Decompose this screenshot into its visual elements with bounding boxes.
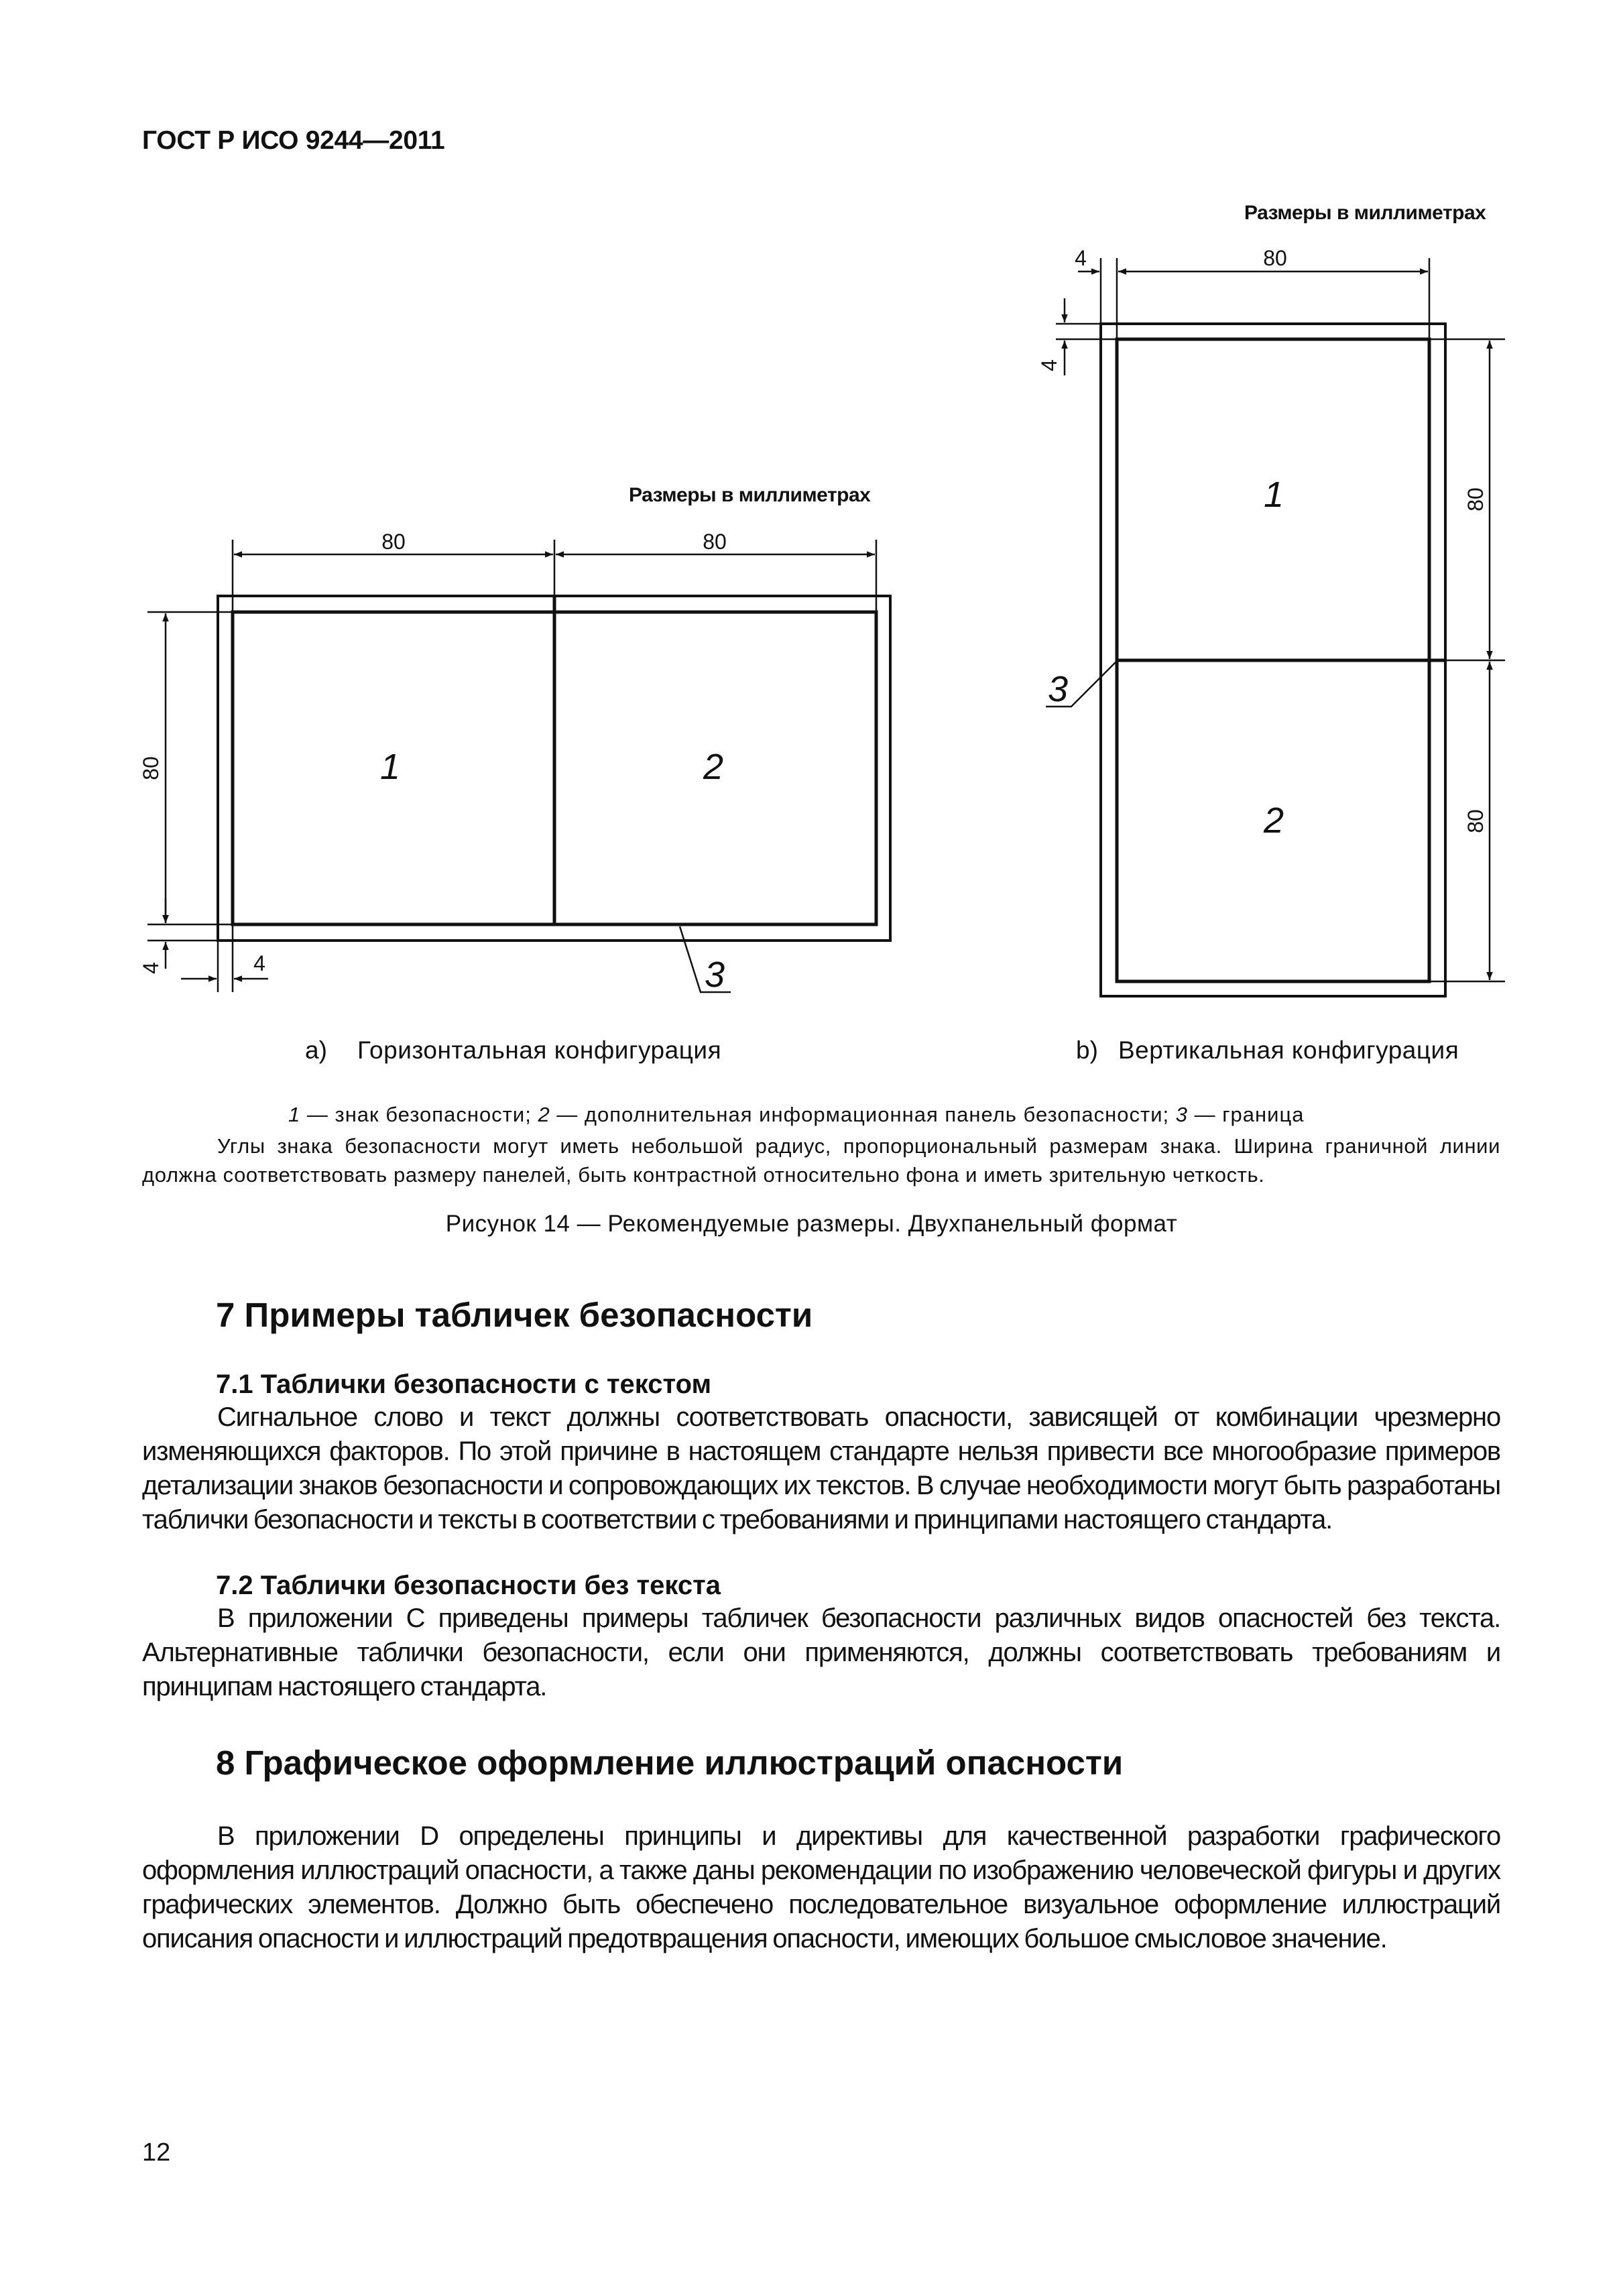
section-7-1-paragraph: Сигнальное слово и текст должны соответствовать опасности, зависящей от комбинации чрезмерно изменяющихся факторов. По этой причине в настоящем стандарте нельзя привести все многообразие примеров детализации знаков безопасности и сопровождающих их текстов. В случае необходимости могут быть разработаны таблички безопасности и тексты в соответствии с требованиями и принципами настоящего стандарта. bbox=[142, 1402, 1500, 1534]
section-7-heading: 7 Примеры табличек безопасности bbox=[216, 1296, 813, 1334]
document-header: ГОСТ Р ИСО 9244—2011 bbox=[142, 126, 445, 155]
panel-2-number: 2 bbox=[1263, 800, 1284, 841]
section-8-heading: 8 Графическое оформление иллюстраций опасности bbox=[216, 1744, 1124, 1782]
figure-legend-note: Углы знака безопасности могут иметь небольшой радиус, пропорциональный размерам знака. Ширина граничной линии должна соответствовать размеру панелей, быть контрастной относительно фона и иметь зрительную четкость. bbox=[142, 1134, 1500, 1187]
dim-border-v-label: 4 bbox=[139, 962, 163, 974]
horizontal-configuration-drawing bbox=[147, 540, 890, 992]
dim-top-1-label: 80 bbox=[381, 530, 406, 554]
section-7-1-heading: 7.1 Таблички безопасности с текстом bbox=[216, 1370, 712, 1399]
dim-border-h-label: 4 bbox=[253, 951, 265, 975]
legend-key-2: 2 bbox=[538, 1103, 550, 1126]
border-ref-number: 3 bbox=[1047, 669, 1069, 709]
horizontal-subcaption-text: Горизонтальная конфигурация bbox=[357, 1036, 722, 1064]
section-8-paragraph: В приложении D определены принципы и директивы для качественной разработки графического оформления иллюстраций опасности, а также даны рекомендации по изображению человеческой фигуры и других графических элементов. Должно быть обеспечено последовательное визуальное оформление иллюстраций описания опасности и иллюстраций предотвращения опасности, имеющих большое смысловое значение. bbox=[142, 1821, 1500, 1953]
figure-caption: Рисунок 14 — Рекомендуемые размеры. Двухпанельный формат bbox=[445, 1211, 1178, 1237]
border-ref-number: 3 bbox=[704, 955, 725, 995]
legend-key-3: 3 bbox=[1175, 1103, 1189, 1126]
dim-right-1-label: 80 bbox=[1463, 487, 1488, 511]
vertical-configuration-labels bbox=[1037, 246, 1488, 841]
vertical-subcaption-letter: b) bbox=[1076, 1036, 1098, 1064]
panel-1-number: 1 bbox=[1263, 475, 1284, 515]
dim-top-2-label: 80 bbox=[703, 530, 727, 554]
dim-border-h-label: 4 bbox=[1075, 246, 1087, 270]
vertical-subcaption-text: Вертикальная конфигурация bbox=[1118, 1036, 1459, 1064]
section-7-2-paragraph: В приложении С приведены примеры табличек безопасности различных видов опасностей без текста. Альтернативные таблички безопасности, если они применяются, должны соответствовать требованиям и принципам настоящего стандарта. bbox=[142, 1604, 1500, 1701]
dim-right-2-label: 80 bbox=[1463, 809, 1488, 833]
horizontal-subcaption-letter: а) bbox=[305, 1036, 327, 1064]
dim-top-label: 80 bbox=[1263, 246, 1287, 270]
figure-legend-keys: 1 — знак безопасности; 2 — дополнительная информационная панель безопасности; 3 — граница bbox=[288, 1103, 1305, 1126]
section-7-2-heading: 7.2 Таблички безопасности без текста bbox=[216, 1571, 721, 1600]
dimension-units-note-horizontal: Размеры в миллиметрах bbox=[629, 484, 871, 506]
dim-left-label: 80 bbox=[139, 756, 163, 780]
panel-2-number: 2 bbox=[703, 747, 724, 787]
dimension-units-note-vertical: Размеры в миллиметрах bbox=[1244, 202, 1486, 224]
legend-key-1: 1 bbox=[288, 1103, 301, 1126]
panel-1-number: 1 bbox=[379, 747, 401, 787]
vertical-configuration-drawing bbox=[1046, 258, 1505, 996]
page-number: 12 bbox=[142, 2138, 171, 2167]
figure-14-drawing bbox=[0, 0, 1623, 1046]
dim-border-v-label: 4 bbox=[1037, 359, 1061, 371]
